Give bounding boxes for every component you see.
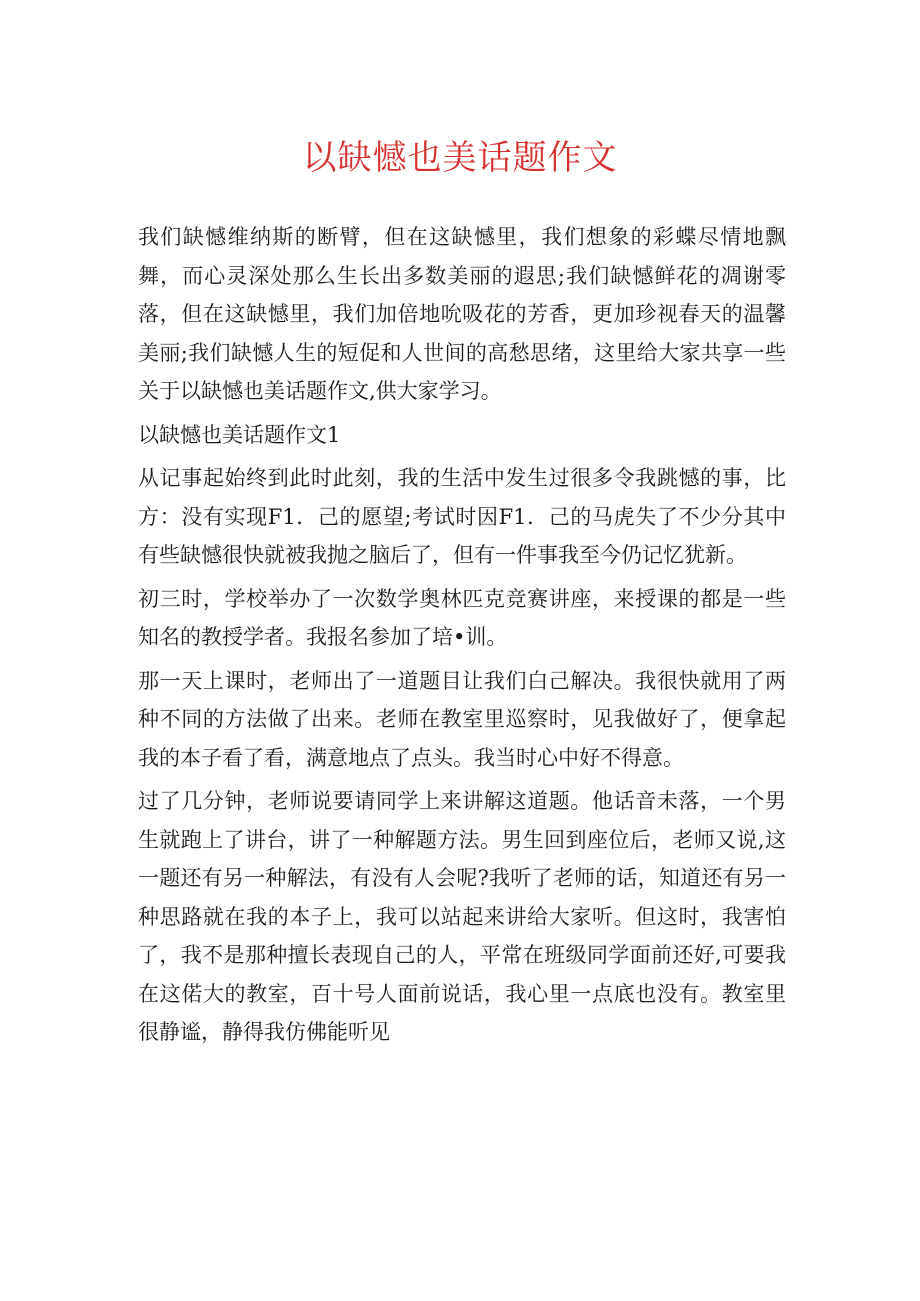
paragraph: 那一天上课时，老师出了一道题目让我们白己解决。我很快就用了两种不同的方法做了出来。老师在教室里巡察时，见我做好了，便拿起我的本子看了看，满意地点了点头。我当时心中好不得意。 [138,668,786,770]
document-body [138,218,786,1057]
document-title: 以缺憾也美话题作文 [302,138,618,178]
paragraph-intro: 我们缺憾维纳斯的断臂，但在这缺憾里，我们想象的彩蝶尽情地飘舞，而心灵深处那么生长出多数美丽的遐思;我们缺憾鲜花的凋谢零落，但在这缺憾里，我们加倍地吮吸花的芳香，更加珍视春天的温馨美丽;我们缺憾人生的短促和人世间的高愁思绪，这里给大家共享一些关于以缺憾也美话题作文,供大家学习。 [138,225,786,403]
paragraph: 初三时，学校举办了一次数学奥林匹克竞赛讲座，来授课的都是一些知名的教授学者。我报名参加了培•训。 [138,586,786,649]
paragraph: 过了几分钟，老师说要请同学上来讲解这道题。他话音未落，一个男生就跑上了讲台，讲了一种解题方法。男生回到座位后，老师又说,这一题还有另一种解法，有没有人会呢?我听了老师的话，知道还有另一种思路就在我的本子上，我可以站起来讲给大家听。但这时，我害怕了，我不是那种擅长表现自己的人，平常在班级同学面前还好,可要我在这偌大的教室，百十号人面前说话，我心里一点底也没有。教室里很静谧，静得我仿佛能听见 [138,789,786,1044]
paragraph: 从记事起始终到此时此刻，我的生活中发生过很多令我跳憾的事，比方：没有实现F1．己的愿望;考试时因F1．己的马虎失了不少分其中有些缺憾很快就被我抛之脑后了，但有一件事我至今仍记忆犹新。 [138,466,786,567]
section-heading: 以缺憾也美话题作文1 [138,422,341,447]
